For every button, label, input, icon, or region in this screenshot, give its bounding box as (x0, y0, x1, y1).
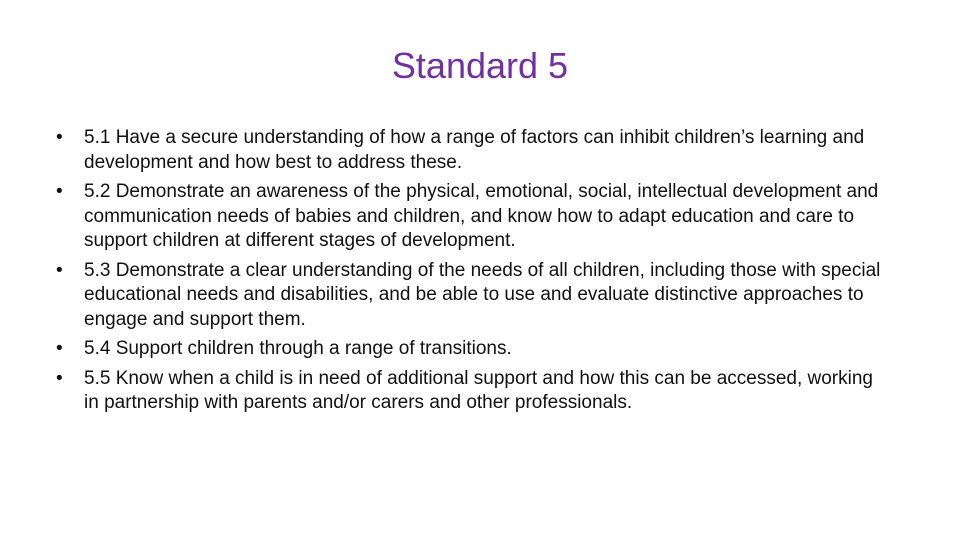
bullet-marker: • (56, 367, 63, 389)
bullet-list (56, 126, 886, 421)
bullet-text: 5.5 Know when a child is in need of additional support and how this can be accessed, working in partnership with parents and/or carers and other professionals. (84, 367, 873, 413)
bullet-item-5-5 (56, 367, 886, 416)
bullet-item-5-3 (56, 259, 886, 333)
bullet-item-5-4 (56, 337, 886, 362)
bullet-text: 5.1 Have a secure understanding of how a range of factors can inhibit children’s learning and development and how best to address these. (84, 127, 865, 173)
bullet-text: 5.3 Demonstrate a clear understanding of the needs of all children, including those with special educational needs and disabilities, and be able to use and evaluate distinctive approaches to engage and support them. (84, 259, 881, 330)
bullet-marker: • (56, 259, 63, 281)
bullet-marker: • (56, 127, 63, 148)
bullet-item-5-2 (56, 180, 886, 254)
bullet-marker: • (56, 338, 63, 359)
bullet-item-5-1 (56, 126, 886, 175)
bullet-text: 5.2 Demonstrate an awareness of the physical, emotional, social, intellectual development and communication needs of babies and children, and know how to adapt education and care to support children at different stages of development. (84, 181, 879, 251)
bullet-text: 5.4 Support children through a range of transitions. (84, 338, 512, 359)
slide-title: Standard 5 (391, 45, 569, 86)
bullet-marker: • (56, 181, 63, 202)
